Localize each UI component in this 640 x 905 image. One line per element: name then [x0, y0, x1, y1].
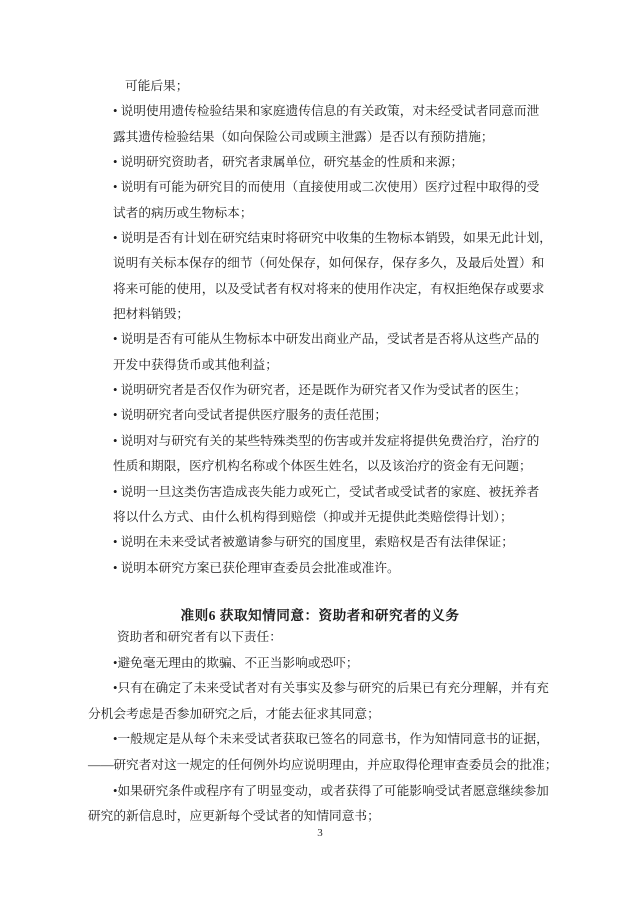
doc-line: 分机会考虑是否参加研究之后，才能去征求其同意；	[88, 706, 380, 721]
section-heading: 准则6 获取知情同意：资助者和研究者的义务	[180, 608, 460, 623]
doc-line-bullet: • 说明有可能为研究目的而使用（直接使用或二次使用）医疗过程中取得的受	[113, 180, 540, 195]
doc-line-bullet: • 说明研究资助者，研究者隶属单位，研究基金的性质和来源；	[113, 155, 464, 170]
doc-line: 把材料销毁；	[113, 307, 190, 322]
doc-line-bullet: • 说明一旦这类伤害造成丧失能力或死亡，受试者或受试者的家庭、被抚养者	[113, 484, 540, 499]
obligations-section	[88, 625, 618, 830]
doc-line: 性质和期限，医疗机构名称或个体医生姓名，以及该治疗的资金有无问题；	[113, 459, 532, 474]
doc-line: 研究的新信息时，应更新每个受试者的知情同意书；	[88, 809, 380, 824]
doc-line: 可能后果；	[125, 79, 189, 93]
doc-line-bullet: •只有在确定了未来受试者对有关事实及参与研究的后果已有充分理解，并有充	[113, 681, 549, 696]
doc-line: 试者的病历或生物标本；	[113, 205, 253, 220]
doc-line: 将以什么方式、由什么机构得到赔偿（抑或并无提供此类赔偿得计划）；	[113, 509, 513, 524]
doc-line-bullet: •一般规定是从每个未来受试者获取已签名的同意书，作为知情同意书的证据，	[113, 732, 549, 747]
doc-line: 开发中获得货币或其他利益；	[113, 357, 278, 372]
page-number: 3	[317, 827, 323, 839]
doc-line: ——研究者对这一规定的任何例外均应说明理由，并应取得伦理审查委员会的批准；	[88, 757, 558, 772]
doc-line-bullet: • 说明研究者向受试者提供医疗服务的责任范围；	[113, 408, 388, 423]
doc-line-bullet: • 说明本研究方案已获伦理审查委员会批准或准许。	[113, 560, 400, 575]
doc-line-bullet: • 说明使用遗传检验结果和家庭遗传信息的有关政策，对未经受试者同意而泄	[113, 104, 540, 119]
doc-line: 说明有关标本保存的细节（何处保存，如何保存，保存多久，及最后处置）和	[113, 256, 545, 271]
bullet-list-section	[88, 74, 598, 581]
doc-line: 资助者和研究者有以下责任：	[117, 630, 282, 644]
doc-line-bullet: • 说明对与研究有关的某些特殊类型的伤害或并发症将提供免费治疗，治疗的	[113, 433, 540, 448]
doc-line-bullet: •避免毫无理由的欺骗、不正当影响或恐吓；	[113, 655, 359, 670]
doc-line-bullet: • 说明研究者是否仅作为研究者，还是既作为研究者又作为受试者的医生；	[113, 383, 527, 398]
doc-line-bullet: • 说明是否有计划在研究结束时将研究中收集的生物标本销毁，如果无此计划，	[113, 231, 552, 246]
doc-line: 将来可能的使用，以及受试者有权对将来的使用作决定，有权拒绝保存或要求	[113, 281, 545, 296]
doc-line: 露其遗传检验结果（如向保险公司或顾主泄露）是否以有预防措施；	[113, 129, 494, 144]
doc-line-bullet: • 说明在未来受试者被邀请参与研究的国度里，索赔权是否有法律保证；	[113, 535, 514, 550]
doc-line-bullet: •如果研究条件或程序有了明显变动，或者获得了可能影响受试者愿意继续参加	[113, 783, 549, 798]
doc-line-bullet: • 说明是否有可能从生物标本中研发出商业产品，受试者是否将从这些产品的	[113, 332, 540, 347]
